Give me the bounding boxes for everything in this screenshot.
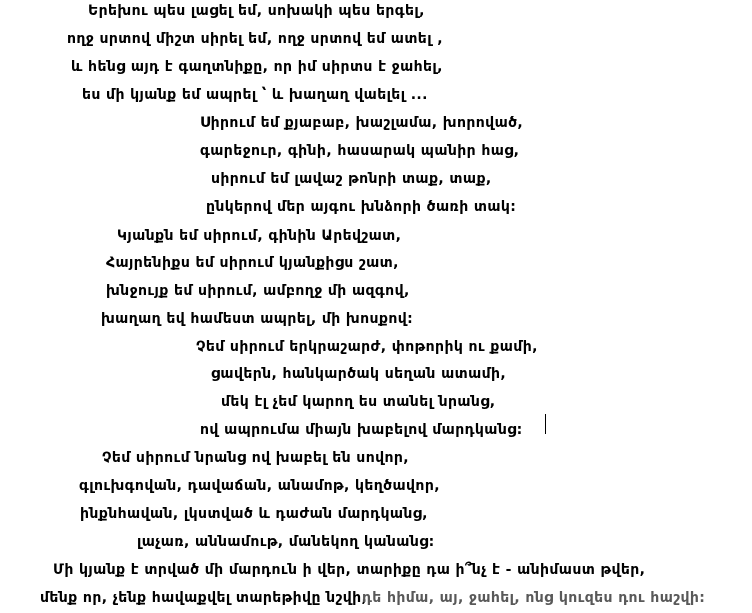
poem-line-10: Հայրենիքս եմ սիրում կյանքիցս շատ, — [106, 255, 399, 271]
poem-line-15: մեկ էլ չեմ կարող ես տանել նրանց, — [221, 394, 496, 410]
poem-line-19: ինքնհավան, լկստված և դաժան մարդկանց, — [80, 506, 428, 522]
poem-line-14: ցավերն, հանկարծակ սեղան ատամի, — [211, 366, 507, 382]
poem-line-13: Չեմ սիրում երկրաշարժ, փոթորիկ ու քամի, — [196, 339, 538, 355]
poem-line-11: խնջույք եմ սիրում, ամբողջ մի ազգով, — [106, 283, 410, 299]
text-cursor — [545, 414, 546, 434]
poem-line-2: ողջ սրտով միշտ սիրել եմ, ողջ սրտով եմ ատել , — [67, 31, 443, 47]
poem-line-3: և հենց այդ է գաղտնիքը, որ իմ սիրտս է ջահել, — [71, 59, 443, 75]
poem-line-17: Չեմ սիրում նրանց ով խաբել են սովոր, — [102, 450, 410, 466]
poem-line-22: մենք որ, չենք հավաքվել տարեթիվը նշվի, — [40, 590, 368, 606]
poem-line-5: Սիրում եմ քյաբաբ, խաշլամա, խորոված, — [200, 115, 524, 131]
poem-line-22-tail: դե հիմա, այ, ջահել, ոնց կուզես դու հաշվի: — [362, 590, 706, 606]
poem-line-9: Կյանքն եմ սիրում, գինին Արեվշատ, — [117, 228, 402, 244]
poem-line-16: ով ապրումա միայն խաբելով մարդկանց: — [200, 422, 523, 438]
poem-line-8: ընկերով մեր այգու խնձորի ծառի տակ: — [206, 199, 517, 215]
poem-line-7: սիրում եմ լավաշ թոնրի տաք, տաք, — [211, 171, 492, 187]
poem-line-12: խաղաղ եվ համեստ ապրել, մի խոսքով: — [101, 311, 414, 327]
poem-line-6: գարեջուր, գինի, հասարակ պանիր հաց, — [200, 143, 520, 159]
poem-line-20: լաչառ, աննամութ, մանեկող կանանց: — [137, 534, 435, 550]
poem-line-18: գլուխգովան, դավաճան, անամոթ, կեղծավոր, — [79, 478, 440, 494]
poem-line-4: ես մի կյանք եմ ապրել ՝ և խաղաղ վաելել ... — [82, 87, 428, 103]
poem-line-1: Երեխու պես լացել եմ, սոխակի պես երգել, — [88, 3, 425, 19]
poem-line-21: Մի կյանք է տրված մի մարդուն ի վեր, տարիքը դա ի՞նչ է - անիմաստ թվեր, — [53, 562, 646, 578]
